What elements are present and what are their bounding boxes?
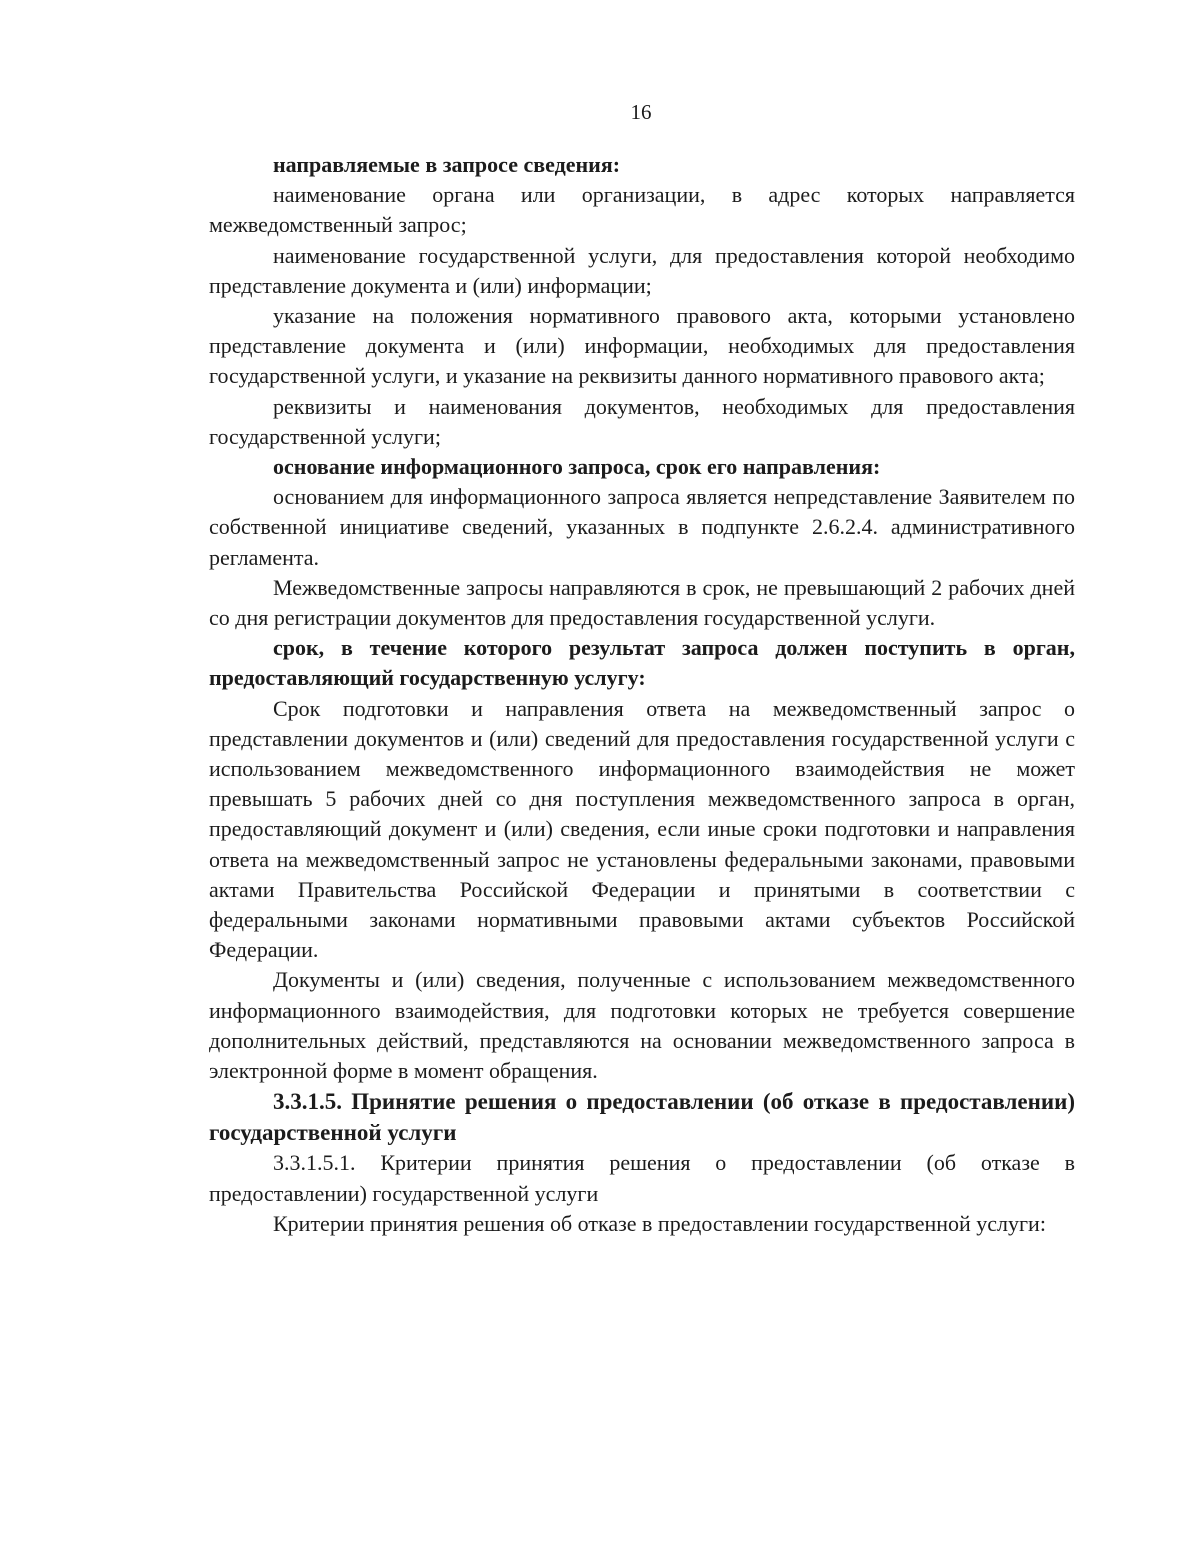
section-label-request-basis: основание информационного запроса, срок его направления: bbox=[273, 454, 881, 480]
page-number: 16 bbox=[630, 100, 652, 124]
section-label-result-deadline: срок, в течение которого результат запроса должен поступить в орган, предоставляющий государственную услугу: bbox=[209, 635, 1075, 691]
paragraph-service-name: наименование государственной услуги, для предоставления которой необходимо представление документа и (или) информации; bbox=[209, 242, 1075, 298]
paragraph-request-basis: основанием для информационного запроса является непредставление Заявителем по собственной инициативе сведений, указанных в подпункте 2.6.2.4. административного регламента. bbox=[209, 484, 1075, 570]
paragraph-request-deadline: Межведомственные запросы направляются в срок, не превышающий 2 рабочих дней со дня регистрации документов для предоставления государственной услуги. bbox=[209, 574, 1075, 631]
section-heading-3-3-1-5: 3.3.1.5. Принятие решения о предоставлении (об отказе в предоставлении) государственной услуги bbox=[209, 1089, 1075, 1146]
paragraph-document-details: реквизиты и наименования документов, необходимых для предоставления государственной услуги; bbox=[209, 393, 1075, 449]
paragraph-3-3-1-5-1: 3.3.1.5.1. Критерии принятия решения о предоставлении (об отказе в предоставлении) государственной услуги bbox=[209, 1150, 1075, 1206]
paragraph-organ-name: наименование органа или организации, в адрес которых направляется межведомственный запрос; bbox=[209, 182, 1075, 238]
paragraph-refusal-criteria: Критерии принятия решения об отказе в предоставлении государственной услуги: bbox=[273, 1210, 1046, 1236]
paragraph-legal-act: указание на положения нормативного правового акта, которыми установлено представление документа и (или) информации, необходимых для предоставления государственной услуги, и указание на реквизиты данного нормативного правового акта; bbox=[209, 303, 1075, 389]
section-label-request-info: направляемые в запросе сведения: bbox=[273, 152, 621, 177]
document-body bbox=[209, 150, 1075, 1239]
paragraph-electronic-form: Документы и (или) сведения, полученные с использованием межведомственного информационного взаимодействия, для подготовки которых не требуется совершение дополнительных действий, представляются на основании межведомственного запроса в электронной форме в момент обращения. bbox=[209, 967, 1075, 1084]
paragraph-response-deadline: Срок подготовки и направления ответа на межведомственный запрос о представлении документов и (или) сведений для предоставления государственной услуги с использованием межведомственного информационного взаимодействия не может превышать 5 рабочих дней со дня поступления межведомственного запроса в орган, предоставляющий документ и (или) сведения, если иные сроки подготовки и направления ответа на межведомственный запрос не установлены федеральными законами, правовыми актами Правительства Российской Федерации и принятыми в соответствии с федеральными законами нормативными правовыми актами субъектов Российской Федерации. bbox=[209, 695, 1075, 963]
